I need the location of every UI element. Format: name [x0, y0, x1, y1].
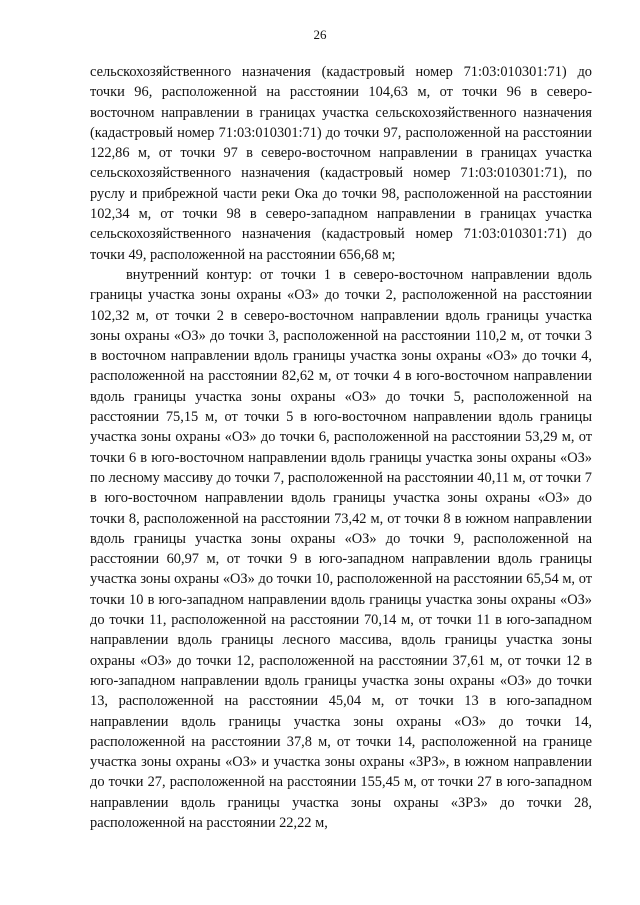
paragraph-continuation: сельскохозяйственного назначения (кадастровый номер 71:03:010301:71) до точки 96, расположенной на расстоянии 104,63 м, от точки 96 в северо-восточном направлении в границах участка сельскохозяйственного назначения (кадастровый номер 71:03:010301:71) до точки 97, расположенной на расстоянии 122,86 м, от точки 97 в северо-восточном направлении в границах участка сельскохозяйственного назначения (кадастровый номер 71:03:010301:71), по руслу и прибрежной части реки Ока до точки 98, расположенной на расстоянии 102,34 м, от точки 98 в северо-западном направлении в границах участка сельскохозяйственного назначения (кадастровый номер 71:03:010301:71) до точки 49, расположенной на расстоянии 656,68 м;: [90, 64, 592, 263]
body-text: [90, 62, 592, 833]
page-number: 26: [313, 27, 327, 42]
paragraph-inner-contour: внутренний контур: от точки 1 в северо-восточном направлении вдоль границы участка зоны охраны «ОЗ» до точки 2, расположенной на расстоянии 102,32 м, от точки 2 в северо-восточном направлении вдоль границы участка зоны охраны «ОЗ» до точки 3, расположенной на расстоянии 110,2 м, от точки 3 в восточном направлении вдоль границы участка зоны охраны «ОЗ» до точки 4, расположенной на расстоянии 82,62 м, от точки 4 в юго-восточном направлении вдоль границы участка зоны охраны «ОЗ» до точки 5, расположенной на расстоянии 75,15 м, от точки 5 в юго-восточном направлении вдоль границы участка зоны охраны «ОЗ» до точки 6, расположенной на расстоянии 53,29 м, от точки 6 в юго-восточном направлении вдоль границы участка зоны охраны «ОЗ» по лесному массиву до точки 7, расположенной на расстоянии 40,11 м, от точки 7 в юго-восточном направлении вдоль границы участка зоны охраны «ОЗ» до точки 8, расположенной на расстоянии 73,42 м, от точки 8 в южном направлении вдоль границы участка зоны охраны «ОЗ» до точки 9, расположенной на расстоянии 60,97 м, от точки 9 в юго-западном направлении вдоль границы участка зоны охраны «ОЗ» до точки 10, расположенной на расстоянии 65,54 м, от точки 10 в юго-западном направлении вдоль границы участка зоны охраны «ОЗ» до точки 11, расположенной на расстоянии 70,14 м, от точки 11 в юго-западном направлении вдоль границы лесного массива, вдоль границы участка зоны охраны «ОЗ» до точки 12, расположенной на расстоянии 37,61 м, от точки 12 в юго-западном направлении вдоль границы участка зоны охраны «ОЗ» до точки 13, расположенной на расстоянии 45,04 м, от точки 13 в юго-западном направлении вдоль границы участка зоны охраны «ОЗ» до точки 14, расположенной на расстоянии 37,8 м, от точки 14, расположенной на границе участка зоны охраны «ОЗ» и участка зоны охраны «ЗРЗ», в южном направлении до точки 27, расположенной на расстоянии 155,45 м, от точки 27 в юго-западном направлении вдоль границы участка зоны охраны «ЗРЗ» до точки 28, расположенной на расстоянии 22,22 м,: [90, 266, 592, 831]
